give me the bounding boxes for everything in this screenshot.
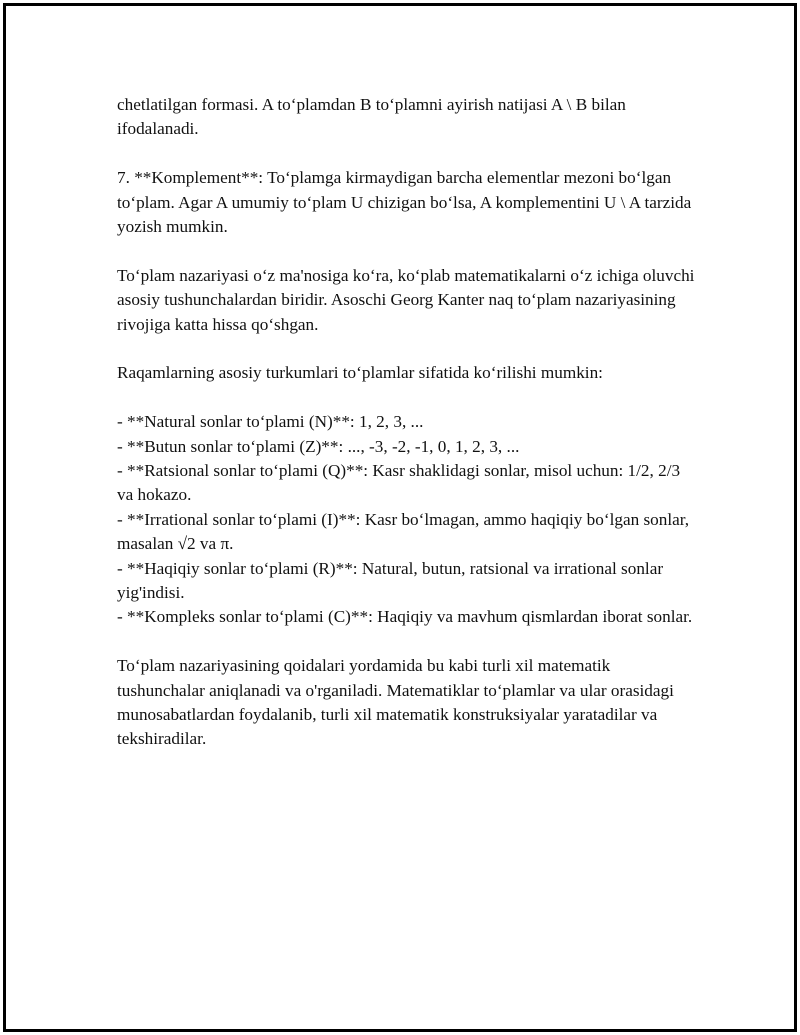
list-item-real: - **Haqiqiy sonlar to‘plami (R)**: Natural, butun, ratsional va irrational sonlar yig'indisi.	[117, 558, 664, 603]
paragraph-number-sets-intro: Raqamlarning asosiy turkumlari to‘plamlar sifatida ko‘rilishi mumkin:	[117, 363, 603, 383]
document-body	[117, 93, 697, 776]
list-item-rational: - **Ratsional sonlar to‘plami (Q)**: Kasr shaklidagi sonlar, misol uchun: 1/2, 2/3 va hokazo.	[117, 461, 681, 505]
number-sets-list	[117, 410, 697, 630]
list-item-complex: - **Kompleks sonlar to‘plami (C)**: Haqiqiy va mavhum qismlardan iborat sonlar.	[117, 607, 693, 627]
list-item-irrational: - **Irrational sonlar to‘plami (I)**: Kasr bo‘lmagan, ammo haqiqiy bo‘lgan sonlar, masalan √2 va π.	[117, 509, 690, 554]
paragraph-set-theory-intro: To‘plam nazariyasi o‘z ma'nosiga ko‘ra, ko‘plab matematikalarni o‘z ichiga oluvchi asosiy tushunchalardan biridir. Asoschi Georg Kanter naq to‘plam nazariyasining rivojiga katta hissa qo‘shgan.	[117, 265, 695, 334]
paragraph-complement: 7. **Komplement**: To‘plamga kirmaydigan barcha elementlar mezoni bo‘lgan to‘plam. Agar A umumiy to‘plam U chizigan bo‘lsa, A komplementini U \ A tarzida yozish mumkin.	[117, 168, 692, 237]
paragraph-conclusion: To‘plam nazariyasining qoidalari yordamida bu kabi turli xil matematik tushunchalar aniqlanadi va o'rganiladi. Matematiklar to‘plamlar va ular orasidagi munosabatlardan foydalanib, turli xil matematik konstruksiyalar yaratadilar va tekshiradilar.	[117, 656, 674, 749]
paragraph-difference-continued: chetlatilgan formasi. A to‘plamdan B to‘plamni ayirish natijasi A \ B bilan ifodalanadi.	[117, 95, 626, 139]
list-item-integer: - **Butun sonlar to‘plami (Z)**: ..., -3, -2, -1, 0, 1, 2, 3, ...	[117, 436, 520, 456]
list-item-natural: - **Natural sonlar to‘plami (N)**: 1, 2, 3, ...	[117, 412, 424, 432]
